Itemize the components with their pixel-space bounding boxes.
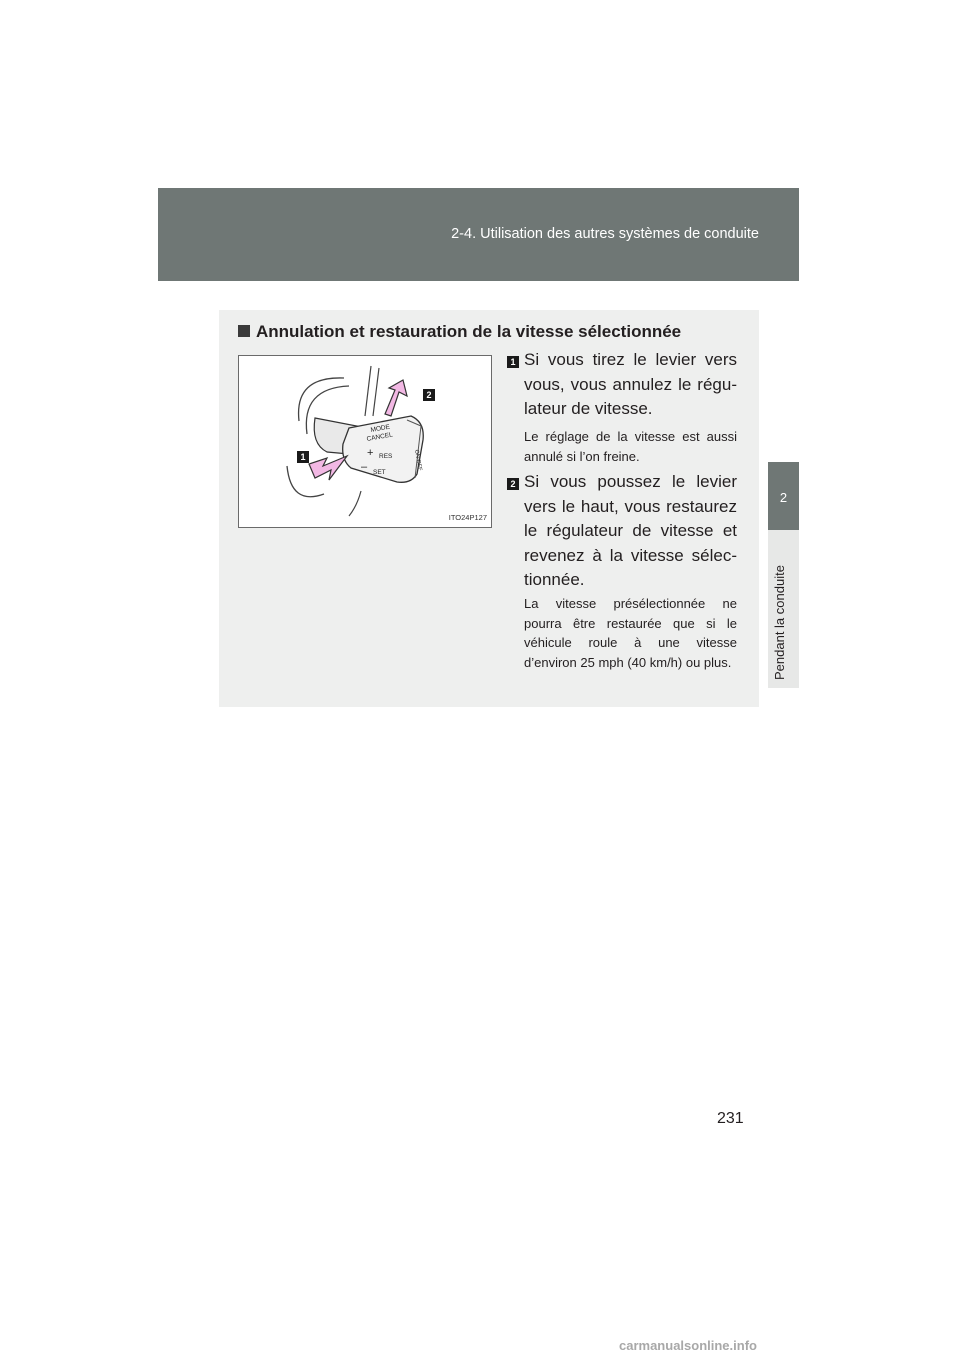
- step-1-badge: 1: [507, 356, 519, 368]
- panel-heading: [238, 322, 681, 342]
- watermark: carmanualsonline.info: [619, 1338, 757, 1353]
- step-1-text: Si vous tirez le levier vers vous, vous annulez le régu-lateur de vitesse.: [524, 350, 737, 418]
- plus-label: +: [367, 447, 374, 459]
- on-off-label: ON-OFF: [413, 449, 423, 472]
- step-2-badge: 2: [507, 478, 519, 490]
- cruise-lever-drawing: [239, 356, 492, 528]
- header-bar: [158, 188, 799, 281]
- chapter-label-tab: [768, 530, 799, 688]
- step-1-note: Le réglage de la vitesse est aussi annulé si l’on freine.: [524, 429, 737, 464]
- panel-heading-text: Annulation et restauration de la vitesse sélectionnée: [256, 322, 682, 341]
- figure-code: ITO24P127: [448, 513, 487, 522]
- chapter-tab: [768, 462, 799, 530]
- chapter-number: 2: [779, 490, 788, 505]
- callout-2-badge: 2: [423, 389, 435, 401]
- mode-label: MODE: [370, 423, 391, 434]
- chapter-label: Pendant la conduite: [772, 565, 787, 680]
- section-title: 2-4. Utilisation des autres systèmes de conduite: [451, 226, 759, 242]
- step-2-note: La vitesse présélectionnée ne pourra être restaurée que si le véhicule roule à une vitesse d’environ 25 mph (40 km/h) ou plus.: [524, 596, 737, 670]
- step-2-text: Si vous poussez le levier vers le haut, vous restaurez le régulateur de vitesse et revenez à la vitesse sélec-tionnée.: [524, 472, 737, 589]
- page-number: 231: [717, 1110, 744, 1127]
- square-bullet-icon: [238, 325, 250, 337]
- lever-illustration: [238, 355, 492, 528]
- callout-1-badge: 1: [297, 451, 309, 463]
- minus-label: –: [361, 461, 368, 473]
- cancel-label: CANCEL: [366, 431, 394, 443]
- set-label: SET: [373, 469, 386, 476]
- res-label: RES: [379, 453, 393, 460]
